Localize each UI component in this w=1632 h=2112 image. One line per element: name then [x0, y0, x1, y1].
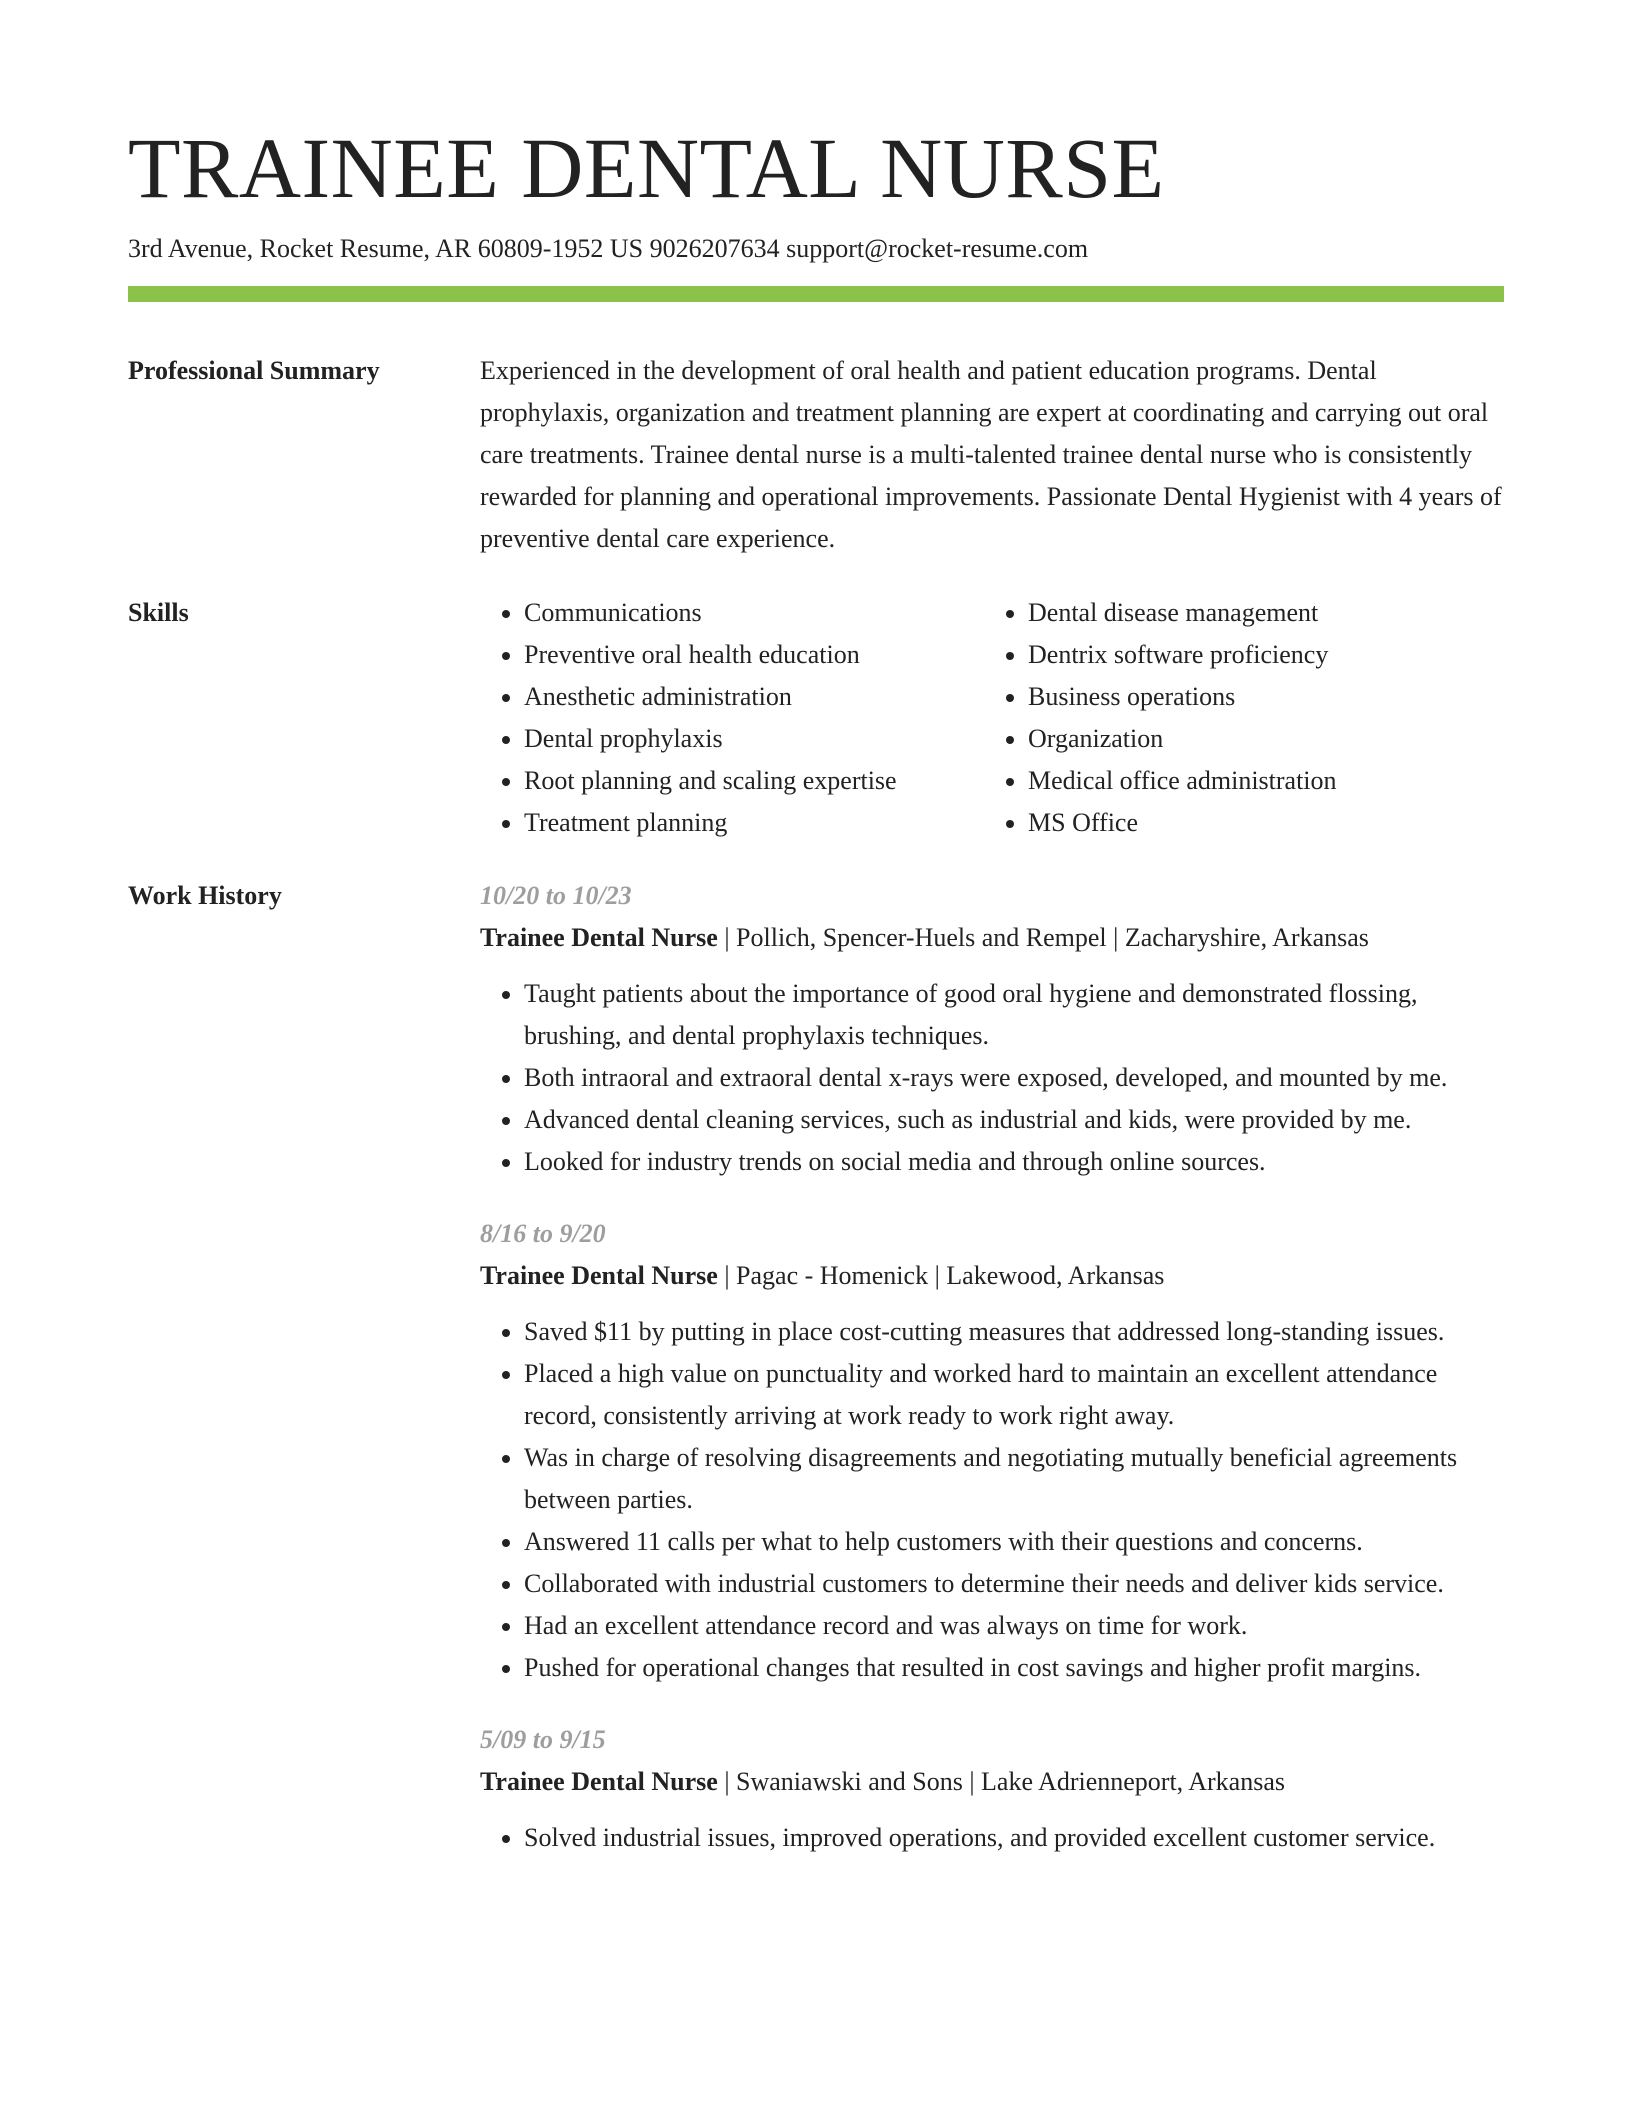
work-history-body [480, 875, 1504, 1889]
summary-body [480, 350, 1504, 560]
job-title: Trainee Dental Nurse [480, 1261, 718, 1290]
job-bullets [480, 973, 1504, 1183]
job-entry [480, 875, 1504, 1183]
skills-list-right [984, 592, 1488, 844]
job-bullet: • Placed a high value on punctuality and worked hard to maintain an excellent attendance record, consistently arriving at work ready to work right away. [524, 1353, 1504, 1437]
summary-heading: Professional Summary [128, 356, 380, 385]
skill-item: • Dental prophylaxis [524, 718, 984, 760]
job-separator: | [717, 1767, 737, 1796]
job-dates: 8/16 to 9/20 [480, 1219, 606, 1248]
job-entry [480, 1213, 1504, 1689]
job-header [480, 1255, 1504, 1297]
skill-item: • Business operations [1028, 676, 1488, 718]
job-separator: | [1106, 923, 1125, 952]
job-bullet: • Had an excellent attendance record and was always on time for work. [524, 1605, 1504, 1647]
job-bullets [480, 1817, 1504, 1859]
skill-item: • Anesthetic administration [524, 676, 984, 718]
job-company: Swaniawski and Sons [736, 1767, 963, 1796]
job-location: Lake Adrienneport, Arkansas [981, 1767, 1285, 1796]
job-separator: | [717, 923, 737, 952]
job-bullet: • Saved $11 by putting in place cost-cutting measures that addressed long-standing issues. [524, 1311, 1504, 1353]
contact-info: 3rd Avenue, Rocket Resume, AR 60809-1952 US 9026207634 support@rocket-resume.com [128, 234, 1089, 263]
job-dates: 5/09 to 9/15 [480, 1725, 606, 1754]
job-location: Zacharyshire, Arkansas [1124, 923, 1369, 952]
skill-item: • Dental disease management [1028, 592, 1488, 634]
skills-column-right [984, 592, 1488, 844]
job-bullet: • Collaborated with industrial customers to determine their needs and deliver kids service. [524, 1563, 1504, 1605]
skill-item: • Treatment planning [524, 802, 984, 844]
skills-list-left [480, 592, 984, 844]
job-bullet: • Answered 11 calls per what to help customers with their questions and concerns. [524, 1521, 1504, 1563]
job-separator: | [717, 1261, 737, 1290]
summary-text: Experienced in the development of oral health and patient education programs. Dental prophylaxis, organization and treatment planning are expert at coordinating and carrying out oral care treatments. Trainee dental nurse is a multi-talented trainee dental nurse who is consistently rewarded for planning and operational improvements. Passionate Dental Hygienist with 4 years of preventive dental care experience. [480, 356, 1502, 553]
skills-heading: Skills [128, 598, 189, 627]
job-bullets [480, 1311, 1504, 1689]
job-company: Pagac - Homenick [736, 1261, 929, 1290]
resume-name: TRAINEE DENTAL NURSE [128, 120, 1165, 216]
skill-item: • Medical office administration [1028, 760, 1488, 802]
job-bullet: • Solved industrial issues, improved operations, and provided excellent customer service. [524, 1817, 1504, 1859]
job-bullet: • Advanced dental cleaning services, such as industrial and kids, were provided by me. [524, 1099, 1504, 1141]
job-header [480, 1761, 1504, 1803]
job-title: Trainee Dental Nurse [480, 1767, 718, 1796]
skills-column-left [480, 592, 984, 844]
job-bullet: • Both intraoral and extraoral dental x-rays were exposed, developed, and mounted by me. [524, 1057, 1504, 1099]
job-bullet: • Was in charge of resolving disagreements and negotiating mutually beneficial agreements between parties. [524, 1437, 1504, 1521]
job-dates: 10/20 to 10/23 [480, 881, 632, 910]
skill-item: • Organization [1028, 718, 1488, 760]
job-company: Pollich, Spencer-Huels and Rempel [736, 923, 1107, 952]
job-bullet: • Pushed for operational changes that resulted in cost savings and higher profit margins. [524, 1647, 1504, 1689]
job-separator: | [962, 1767, 982, 1796]
skills-body [480, 592, 1504, 844]
work-history-heading: Work History [128, 881, 282, 910]
job-header [480, 917, 1504, 959]
skill-item: • MS Office [1028, 802, 1488, 844]
job-separator: | [928, 1261, 947, 1290]
skill-item: • Communications [524, 592, 984, 634]
job-entry [480, 1719, 1504, 1859]
job-title: Trainee Dental Nurse [480, 923, 718, 952]
skill-item: • Preventive oral health education [524, 634, 984, 676]
header-divider [128, 286, 1504, 302]
job-bullet: • Looked for industry trends on social media and through online sources. [524, 1141, 1504, 1183]
job-bullet: • Taught patients about the importance of good oral hygiene and demonstrated flossing, brushing, and dental prophylaxis techniques. [524, 973, 1504, 1057]
skill-item: • Root planning and scaling expertise [524, 760, 984, 802]
job-location: Lakewood, Arkansas [946, 1261, 1165, 1290]
skill-item: • Dentrix software proficiency [1028, 634, 1488, 676]
